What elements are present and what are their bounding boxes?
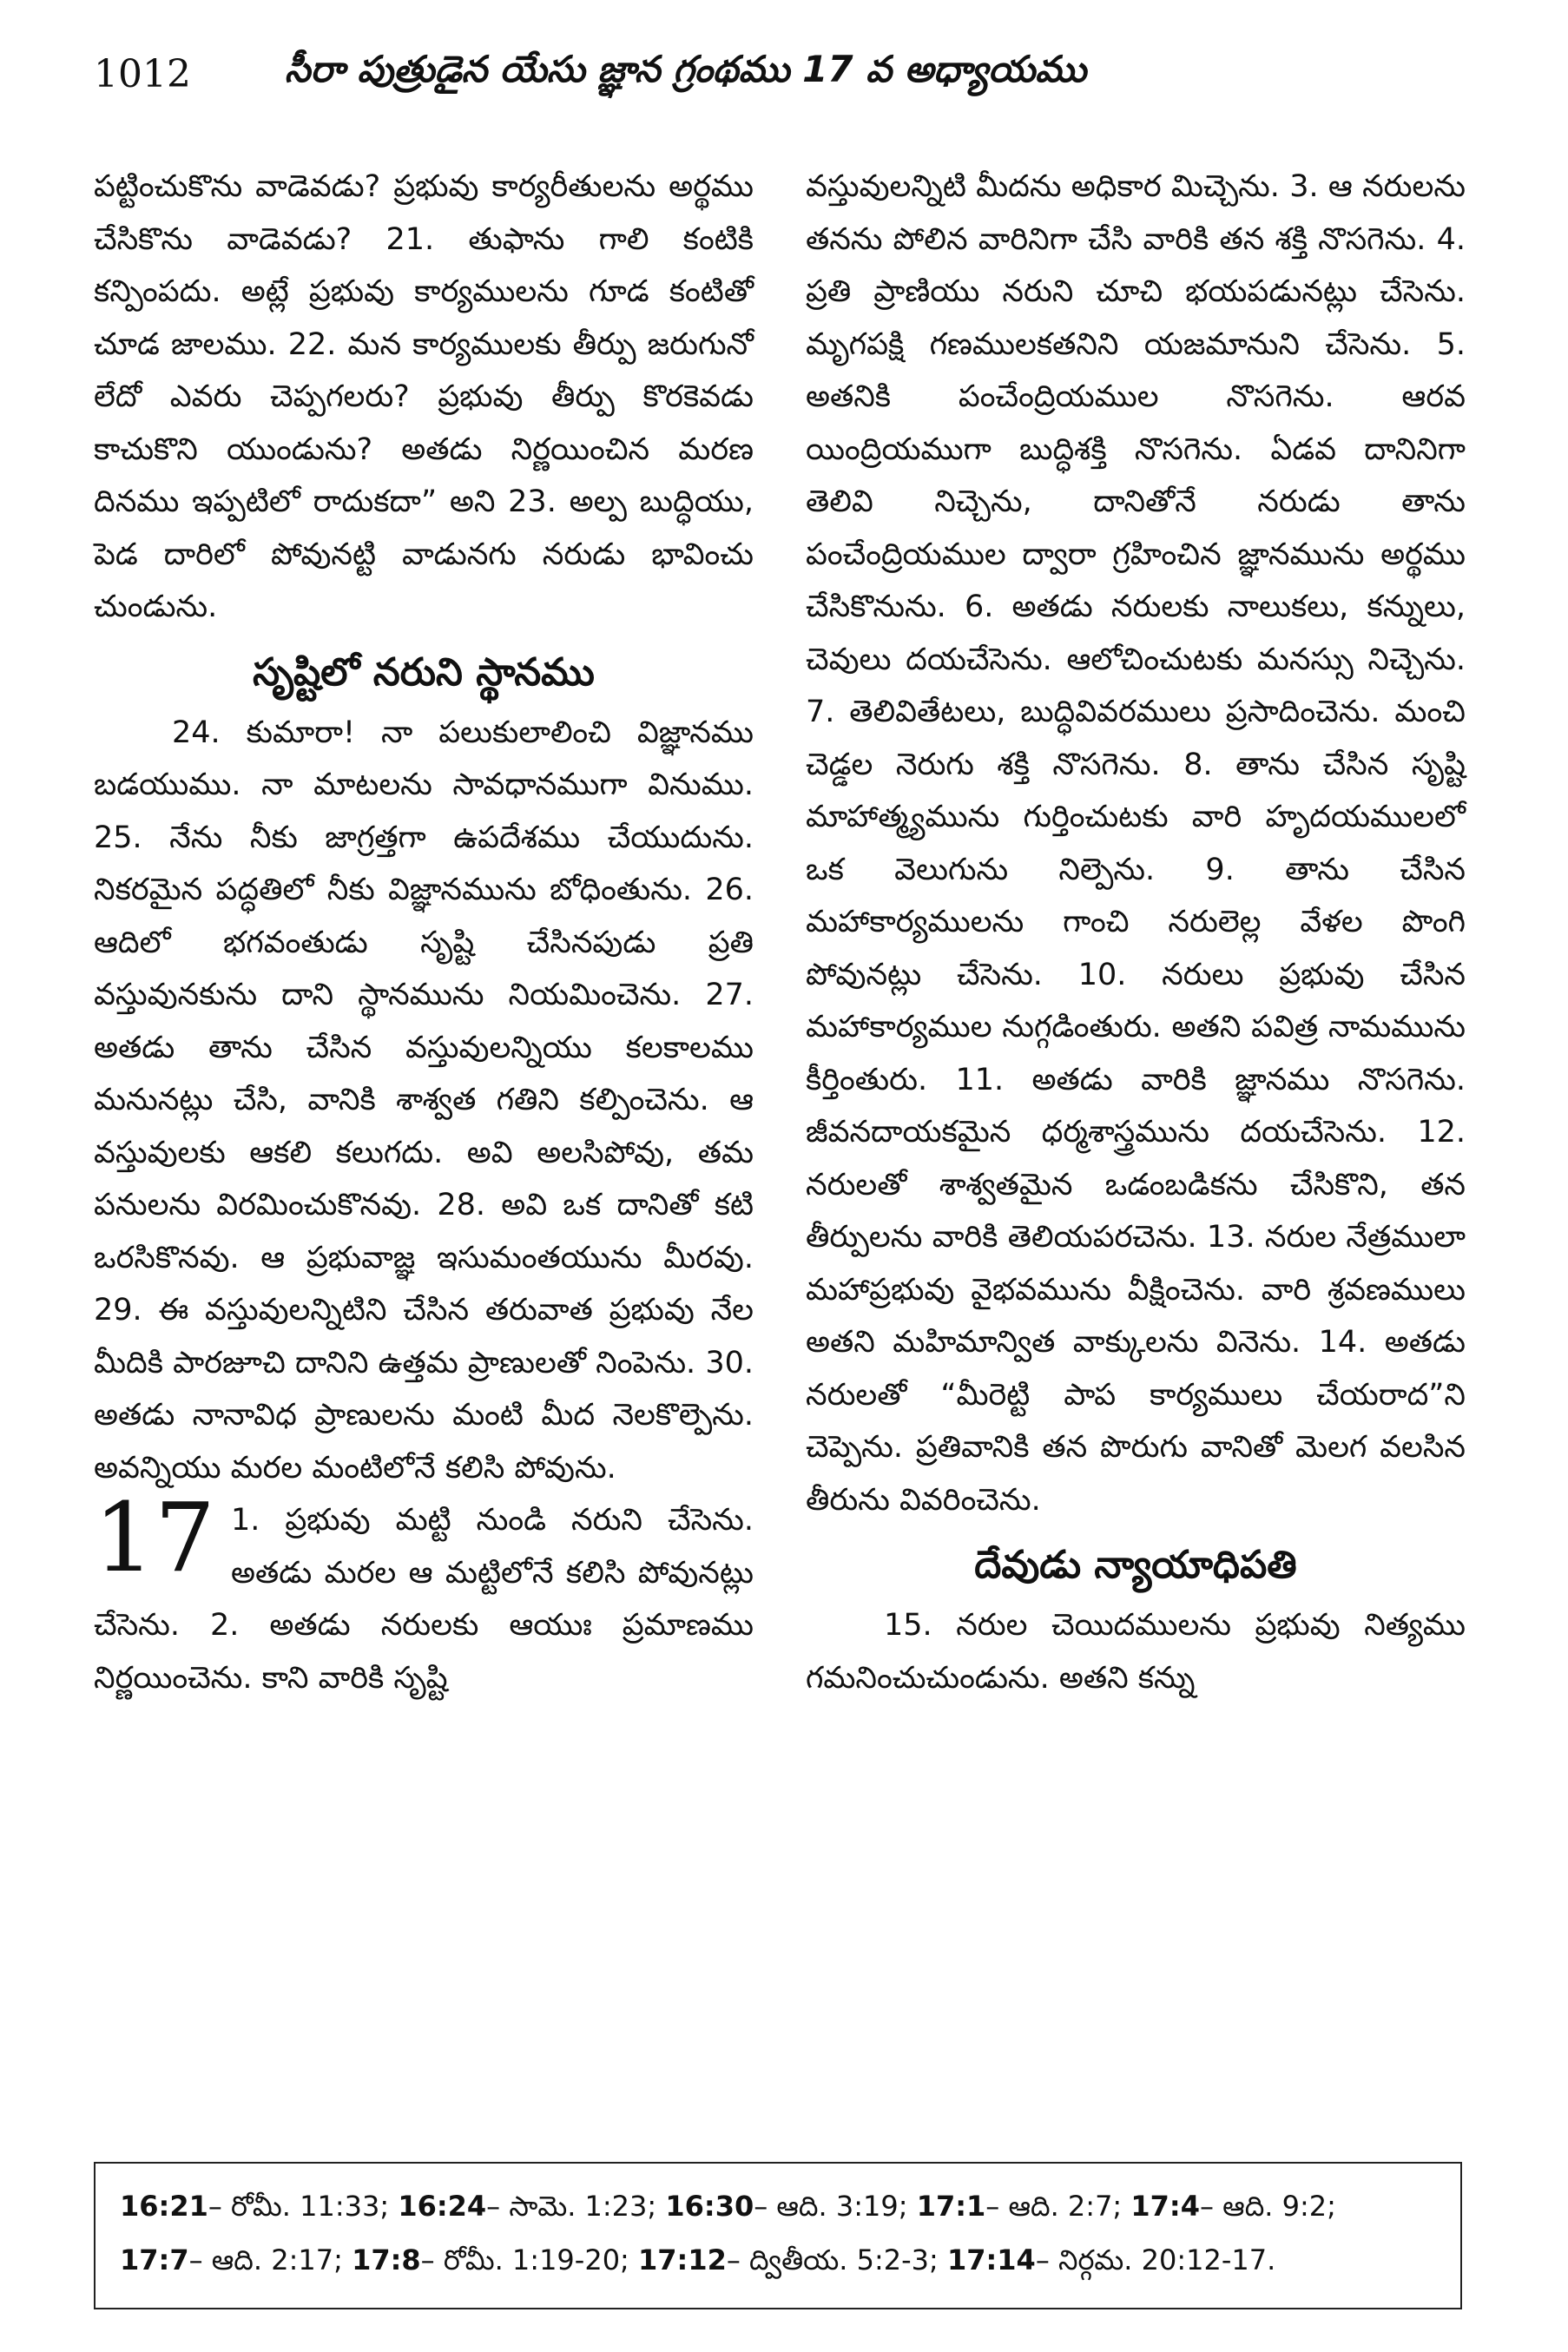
paragraph: 15. నరుల చెయిదములను ప్రభువు నిత్యము గమనించుచుండును. అతని కన్ను	[806, 1608, 1466, 1696]
running-head: సీరా పుత్రుడైన యేసు జ్ఞాన గ్రంథము 17 వ అధ్యాయము	[285, 48, 1087, 90]
paragraph: పట్టించుకొను వాడెవడు? ప్రభువు కార్యరీతులను అర్థము చేసికొను వాడెవడు? 21. తుఫాను గాలి కంటికి కన్పింపదు. అట్లే ప్రభువు కార్యములను గూడ కంటితో చూడ జాలము. 22. మన కార్యములకు తీర్పు జరుగునో లేదో ఎవరు చెప్పగలరు? ప్రభువు తీర్పు కొరకెవడు కాచుకొని యుండును? అతడు నిర్ణయించిన మరణ దినము ఇప్పటిలో రాదుకదా” అని 23. అల్ప బుద్ధియు, పెడ దారిలో పోవునట్టి వాడునగు నరుడు భావించు చుండును.	[94, 169, 754, 624]
footnote-entry: 17:4– ఆది. 9:2;	[1130, 2190, 1336, 2223]
footnote-line-2	[120, 2233, 1436, 2287]
footnote-entry: 17:1– ఆది. 2:7;	[916, 2190, 1123, 2223]
right-column	[806, 161, 1466, 1704]
footnote-entry: 17:12– ద్వితీయ. 5:2-3;	[638, 2243, 939, 2276]
paragraph: 24. కుమారా! నా పలుకులాలించి విజ్ఞానము బడయుము. నా మాటలను సావధానముగా వినుము. 25. నేను నీకు జాగ్రత్తగా ఉపదేశము చేయుదును. నికరమైన పద్ధతిలో నీకు విజ్ఞానమును బోధింతును. 26. ఆదిలో భగవంతుడు సృష్టి చేసినపుడు ప్రతి వస్తువునకును దాని స్థానమును నియమించెను. 27. అతడు తాను చేసిన వస్తువులన్నియు కలకాలము మనునట్లు చేసి, వానికి శాశ్వత గతిని కల్పించెను. ఆ వస్తువులకు ఆకలి కలుగదు. అవి అలసిపోవు, తమ పనులను విరమించుకొనవు. 28. అవి ఒక దానితో కటి ఒరసికొనవు. ఆ ప్రభువాజ్ఞ ఇసుమంతయును మీరవు. 29. ఈ వస్తువులన్నిటిని చేసిన తరువాత ప్రభువు నేల మీదికి పారజూచి దానిని ఉత్తమ ప్రాణులతో నింపెను. 30. అతడు నానావిధ ప్రాణులను మంటి మీద నెలకొల్పెను. అవన్నియు మరల మంటిలోనే కలిసి పోవును.	[94, 715, 754, 1486]
footnote-entry: 16:30– ఆది. 3:19;	[665, 2190, 908, 2223]
chapter-number: 17	[94, 1482, 215, 1593]
paragraph-text: 1. ప్రభువు మట్టి నుండి నరుని చేసెను. అతడు మరల ఆ మట్టిలోనే కలిసి పోవునట్లు చేసెను. 2. అతడు నరులకు ఆయుః ప్రమాణము నిర్ణయించెను. కాని వారికి సృష్టి	[94, 1503, 754, 1696]
page-header	[94, 35, 1466, 113]
footnote-entry: 16:24– సామె. 1:23;	[398, 2190, 657, 2223]
section-heading: దేవుడు న్యాయాధిపతి	[974, 1543, 1297, 1587]
chapter-paragraph	[94, 1482, 754, 1704]
page-number: 1012	[94, 51, 191, 96]
footnote-line-1	[120, 2179, 1436, 2233]
paragraph: వస్తువులన్నిటి మీదను అధికార మిచ్చెను. 3. ఆ నరులను తనను పోలిన వారినిగా చేసి వారికి తన శక్తి నొసగెను. 4. ప్రతి ప్రాణియు నరుని చూచి భయపడునట్లు చేసెను. మృగపక్షి గణములకతనిని యజమానుని చేసెను. 5. అతనికి పంచేంద్రియముల నొసగెను. ఆరవ యింద్రియముగా బుద్ధిశక్తి నొసగెను. ఏడవ దానినిగా తెలివి నిచ్చెను, దానితోనే నరుడు తాను పంచేంద్రియముల ద్వారా గ్రహించిన జ్ఞానమును అర్థము చేసికొనును. 6. అతడు నరులకు నాలుకలు, కన్నులు, చెవులు దయచేసెను. ఆలోచించుటకు మనస్సు నిచ్చెను. 7. తెలివితేటలు, బుద్ధివివరములు ప్రసాదించెను. మంచి చెడ్డల నెరుగు శక్తి నొసగెను. 8. తాను చేసిన సృష్టి మాహాత్మ్యమును గుర్తించుటకు వారి హృదయములలో ఒక వెలుగును నిల్పెను. 9. తాను చేసిన మహాకార్యములను గాంచి నరులెల్ల వేళల పొంగి పోవునట్లు చేసెను. 10. నరులు ప్రభువు చేసిన మహాకార్యముల నుగ్గడింతురు. అతని పవిత్ర నామమును కీర్తింతురు. 11. అతడు వారికి జ్ఞానము నొసగెను. జీవనదాయకమైన ధర్మశాస్త్రమును దయచేసెను. 12. నరులతో శాశ్వతమైన ఒడంబడికను చేసికొని, తన తీర్పులను వారికి తెలియపరచెను. 13. నరుల నేత్రములా మహాప్రభువు వైభవమును వీక్షించెను. వారి శ్రవణములు అతని మహిమాన్విత వాక్కులను వినెను. 14. అతడు నరులతో “మీరెట్టి పాప కార్యములు చేయరాద”ని చెప్పెను. ప్రతివానికి తన పొరుగు వానితో మెలగ వలసిన తీరును వివరించెను.	[806, 169, 1466, 1518]
footnote-box	[94, 2162, 1462, 2309]
left-column	[94, 161, 754, 1704]
footnote-entry: 17:8– రోమీ. 1:19-20;	[352, 2243, 629, 2276]
footnote-entry: 17:14– నిర్గమ. 20:12-17.	[946, 2243, 1276, 2276]
footnote-entry: 17:7– ఆది. 2:17;	[120, 2243, 343, 2276]
footnote-entry: 16:21– రోమీ. 11:33;	[120, 2190, 390, 2223]
section-heading: సృష్టిలో నరుని స్థానము	[253, 649, 595, 695]
